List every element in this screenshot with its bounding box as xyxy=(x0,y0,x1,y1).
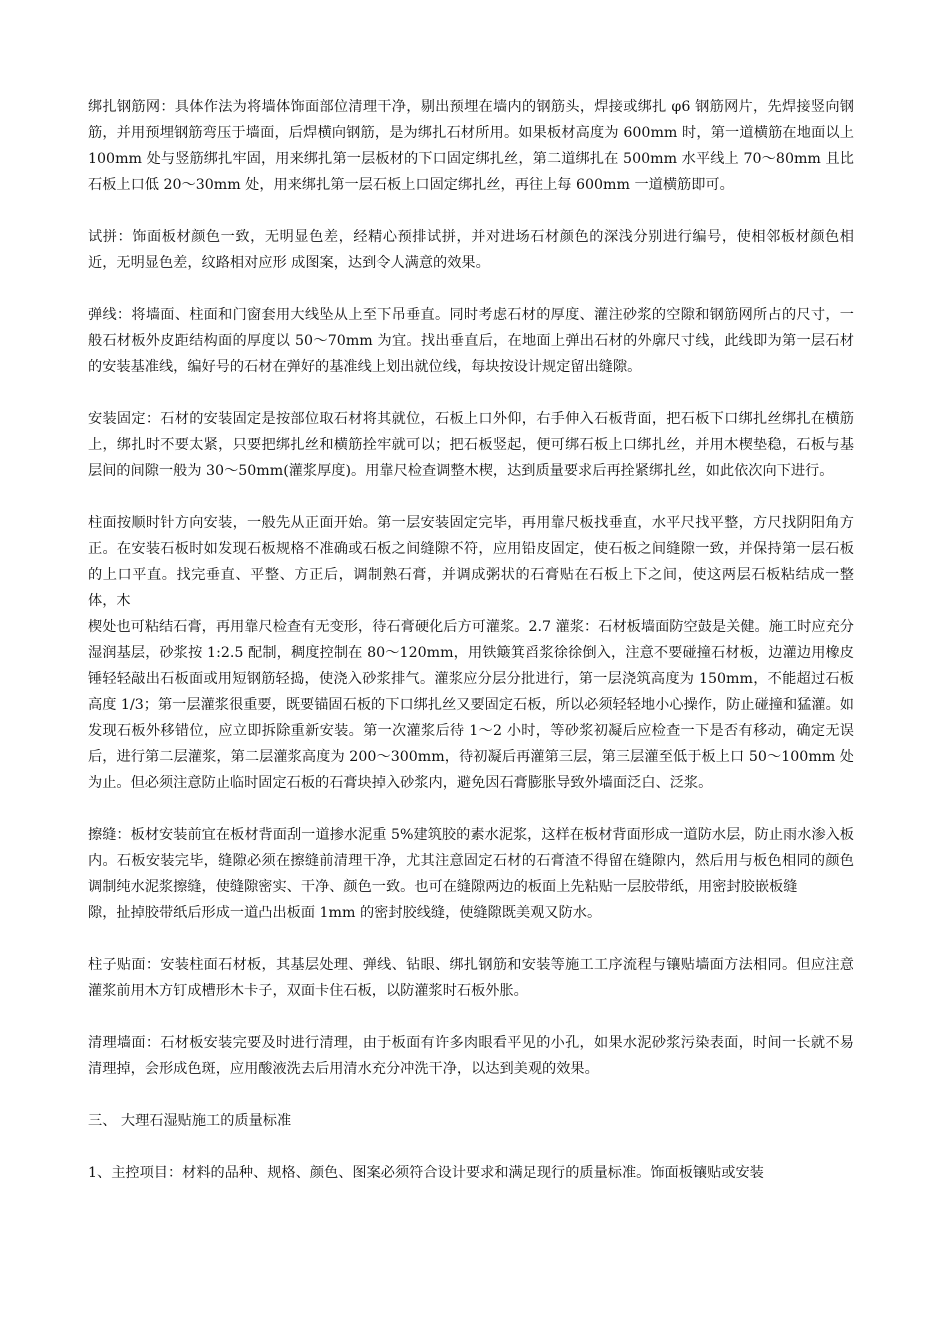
paragraph-joint-wiping-continued: 隙，扯掉胶带纸后形成一道凸出板面 1mm 的密封胶线缝，使缝隙既美观又防水。 xyxy=(88,905,602,921)
section-heading-quality-standard: 三、 大理石湿贴施工的质量标准 xyxy=(88,1113,292,1129)
paragraph-wall-cleaning: 清理墙面：石材板安装完要及时进行清理，由于板面有许多肉眼看平见的小孔，如果水泥砂浆污染表面，时间一长就不易清理掉，会形成色斑，应用酸液洗去后用清水充分冲洗干净，以达到美观的效果。 xyxy=(88,1035,854,1077)
paragraph-column-facing: 柱子贴面：安装柱面石材板，其基层处理、弹线、钻眼、绑扎钢筋和安装等施工工序流程与镶贴墙面方法相同。但应注意灌浆前用木方钉成槽形木卡子，双面卡住石板，以防灌浆时石板外胀。 xyxy=(88,957,854,999)
paragraph-trial-fitting: 试拼：饰面板材颜色一致，无明显色差，经精心预排试拼，并对进场石材颜色的深浅分别进行编号，使相邻板材颜色相近，无明显色差，纹路相对应形 成图案，达到令人满意的效果。 xyxy=(88,229,854,271)
paragraph-line-marking: 弹线：将墙面、柱面和门窗套用大线坠从上至下吊垂直。同时考虑石材的厚度、灌注砂浆的空隙和钢筋网所占的尺寸，一般石材板外皮距结构面的厚度以 50～70mm 为宜。找出垂直后，在地面上弹出石材的外廓尺寸线，此线即为第一层石材的安装基准线，编好号的石材在弹好的基准线上划出就位线，每块按设计规定留出缝隙。 xyxy=(88,307,854,375)
paragraph-joint-wiping: 擦缝：板材安装前宜在板材背面刮一道掺水泥重 5%建筑胶的素水泥浆，这样在板材背面形成一道防水层，防止雨水渗入板内。石板安装完毕，缝隙必须在擦缝前清理干净，尤其注意固定石材的石膏渣不得留在缝隙内，然后用与板色相同的颜色调制纯水泥浆擦缝，使缝隙密实、干净、颜色一致。也可在缝隙两边的板面上先粘贴一层胶带纸，用密封胶嵌板缝 xyxy=(88,827,854,895)
paragraph-tie-rebar-mesh: 绑扎钢筋网：具体作法为将墙体饰面部位清理干净，剔出预埋在墙内的钢筋头，焊接或绑扎 φ6 钢筋网片，先焊接竖向钢筋，并用预埋钢筋弯压于墙面，后焊横向钢筋，是为绑扎石材所用。如果板材高度为 600mm 时，第一道横筋在地面以上 100mm 处与竖筋绑扎牢固，用来绑扎第一层板材的下口固定绑扎丝，第二道绑扎在 500mm 水平线上 70～80mm 且比石板上口低 20～30mm 处，用来绑扎第一层石板上口固定绑扎丝，再往上每 600mm 一道横筋即可。 xyxy=(88,99,854,193)
document-body xyxy=(88,94,854,1186)
paragraph-installation-fixing: 安装固定：石材的安装固定是按部位取石材将其就位，石板上口外仰，右手伸入石板背面，把石板下口绑扎丝绑扎在横筋上，绑扎时不要太紧，只要把绑扎丝和横筋拴牢就可以；把石板竖起，便可绑石板上口绑扎丝，并用木楔垫稳，石板与基层间的间隙一般为 30～50mm(灌浆厚度)。用靠尺检查调整木楔，达到质量要求后再拴紧绑扎丝，如此依次向下进行。 xyxy=(88,411,854,479)
paragraph-grouting: 楔处也可粘结石膏，再用靠尺检查有无变形，待石膏硬化后方可灌浆。2.7 灌浆：石材板墙面防空鼓是关健。施工时应充分湿润基层，砂浆按 1:2.5 配制，稠度控制在 80～120mm，用铁簸箕舀浆徐徐倒入，注意不要碰撞石材板，边灌边用橡皮锤轻轻敲出石板面或用短钢筋轻捣，使浇入砂浆排气。灌浆应分层分批进行，第一层浇筑高度为 150mm，不能超过石板高度 1/3；第一层灌浆很重要，既要锚固石板的下口绑扎丝又要固定石板，所以必须轻轻地小心操作，防止碰撞和猛灌。如发现石板外移错位，应立即拆除重新安装。第一次灌浆后待 1～2 小时，等砂浆初凝后应检查一下是否有移动，确定无误后，进行第二层灌浆，第二层灌浆高度为 200～300mm，待初凝后再灌第三层，第三层灌至低于板上口 50～100mm 处为止。但必须注意防止临时固定石板的石膏块掉入砂浆内，避免因石膏膨胀导致外墙面泛白、泛浆。 xyxy=(88,619,854,791)
paragraph-column-installation: 柱面按顺时针方向安装，一般先从正面开始。第一层安装固定完毕，再用靠尺板找垂直，水平尺找平整，方尺找阴阳角方正。在安装石板时如发现石板规格不准确或石板之间缝隙不符，应用铅皮固定，使石板之间缝隙一致，并保持第一层石板的上口平直。找完垂直、平整、方正后，调制熟石膏，并调成粥状的石膏贴在石板上下之间，使这两层石板粘结成一整体，木 xyxy=(88,515,854,609)
paragraph-main-control-items: 1、主控项目：材料的品种、规格、颜色、图案必须符合设计要求和满足现行的质量标准。饰面板镶贴或安装 xyxy=(88,1165,764,1181)
